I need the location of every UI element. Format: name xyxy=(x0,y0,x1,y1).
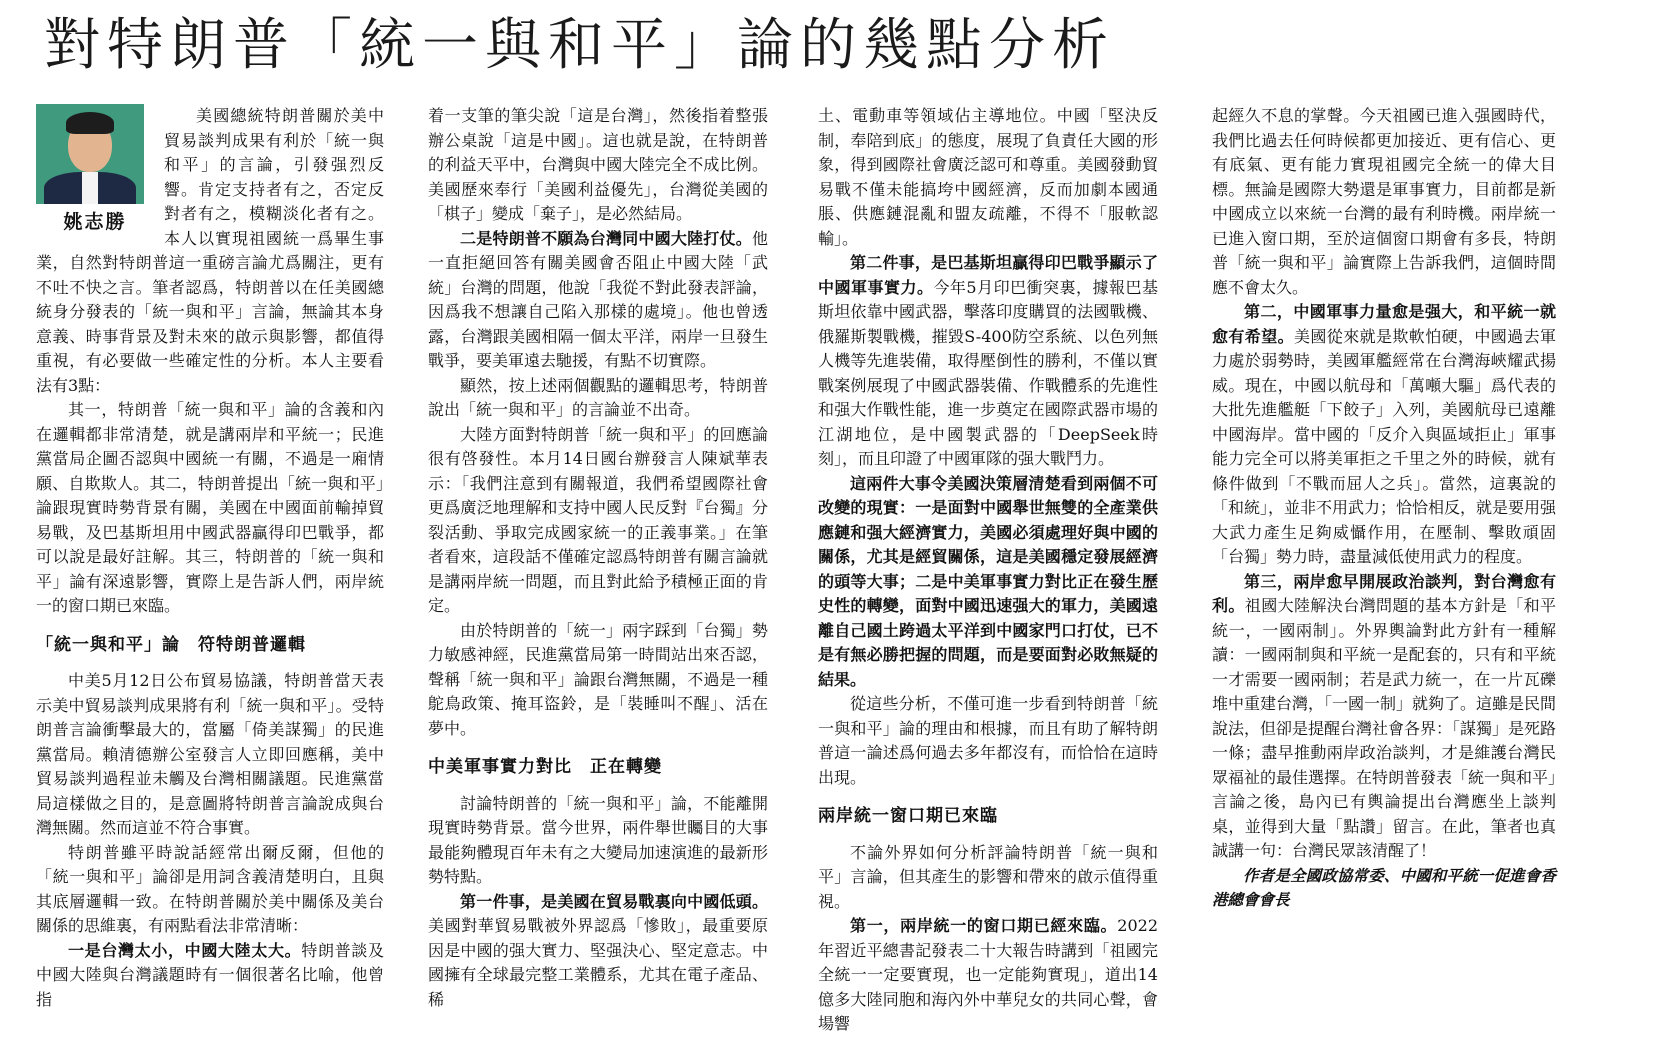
paragraph xyxy=(428,227,768,374)
paragraph xyxy=(818,251,1158,472)
bold-lead: 一是台灣太小，中國大陸太大。 xyxy=(68,940,302,960)
paragraph xyxy=(1212,570,1556,864)
paragraph xyxy=(428,890,768,1013)
paragraph: 由於特朗普的「統一」兩字踩到「台獨」勢力敏感神經，民進黨當局第一時間站出來否認，聲稱「統一與和平」論跟台灣無關，不過是一種鴕鳥政策、掩耳盜鈴，是「裝睡叫不醒」、活在夢中。 xyxy=(428,620,768,738)
article-column-1 xyxy=(36,104,384,1012)
bold-lead: 第一，兩岸統一的窗口期已經來臨。 xyxy=(850,916,1118,935)
paragraph: 討論特朗普的「統一與和平」論，不能離開現實時勢背景。當今世界，兩件舉世矚目的大事最能夠體現百年未有之大變局加速演進的最新形勢特點。 xyxy=(428,793,768,886)
paragraph-text: 美國從來就是欺軟怕硬，中國過去軍力處於弱勢時，美國軍艦經常在台灣海峽耀武揚威。現在，中國以航母和「萬噸大驅」爲代表的大批先進艦艇「下餃子」入列，美國航母已遠離中國海岸。當中國的「反介入與區域拒止」軍事能力完全可以將美軍拒之千里之外的時候，就有條件做到「不戰而屈人之兵」。當然，這裏說的「和統」，並非不用武力；恰恰相反，就是要用强大武力產生足夠威懾作用，在壓制、擊敗頑固「台獨」勢力時，盡量減低使用武力的程度。 xyxy=(1212,326,1557,566)
paragraph-text: 他一直拒絕回答有關美國會否阻止中國大陸「武統」台灣的問題，他說「我從不對此發表評論，因爲我不想讓自己陷入那樣的處境」。他也曾透露，台灣跟美國相隔一個太平洋，兩岸一旦發生戰爭，要美軍遠去馳援，有點不切實際。 xyxy=(428,228,768,370)
paragraph xyxy=(36,939,384,1013)
paragraph: 土、電動車等領域佔主導地位。中國「堅決反制，奉陪到底」的態度，展現了負責任大國的形象，得到國際社會廣泛認可和尊重。美國發動貿易戰不僅未能搞垮中國經濟，反而加劇本國通脹、供應鏈混亂和盟友疏離，不得不「服軟認輸」。 xyxy=(818,106,1158,248)
paragraph: 特朗普雖平時說話經常出爾反爾，但他的「統一與和平」論卻是用詞含義清楚明白，且與其底層邏輯一致。在特朗普關於美中關係及美台關係的思維裏，有兩點看法非常清晰： xyxy=(36,842,384,935)
author-byline: 作者是全國政協常委、中國和平統一促進會香港總會會長 xyxy=(1212,866,1556,909)
bold-lead: 第三，兩岸愈早開展政治談判，對台灣愈有利。 xyxy=(1212,571,1556,615)
author-name: 姚志勝 xyxy=(63,211,127,233)
paragraph: 其一，特朗普「統一與和平」論的含義和內在邏輯都非常清楚，就是講兩岸和平統一；民進黨當局企圖否認與中國統一有關，不過是一廂情願、自欺欺人。其二，特朗普提出「統一與和平」論跟現實時勢背景有關，美國在中國面前輸掉貿易戰，及巴基斯坦用中國武器贏得印巴戰爭，都可以說是最好註解。其三，特朗普的「統一與和平」論有深遠影響，實際上是告訴人們，兩岸統一的窗口期已來臨。 xyxy=(36,400,384,615)
section-heading: 兩岸統一窗口期已來臨 xyxy=(818,806,998,826)
bold-lead: 第二，中國軍事力量愈是强大，和平統一就愈有希望。 xyxy=(1212,302,1556,346)
paragraph: 着一支筆的筆尖說「這是台灣」，然後指着整張辦公桌說「這是中國」。這也就是說，在特朗普的利益天平中，台灣與中國大陸完全不成比例。美國歷來奉行「美國利益優先」，台灣從美國的「棋子」變成「棄子」，是必然結局。 xyxy=(428,106,768,223)
article-column-2 xyxy=(428,104,768,1012)
paragraph xyxy=(818,472,1158,693)
paragraph-text: 今年5月印巴衝突裏，據報巴基斯坦依靠中國武器，擊落印度購買的法國戰機、俄羅斯製戰機，摧毀S-400防空系統、以色列無人機等先進裝備，取得壓倒性的勝利，不僅以實戰案例展現了中國武器裝備、作戰體系的先進性和强大作戰性能，進一步奠定在國際武器市場的江湖地位，是中國製武器的「DeepSeek時刻」，而且印證了中國軍隊的强大戰鬥力。 xyxy=(818,277,1158,468)
section-heading: 「統一與和平」論 符特朗普邏輯 xyxy=(36,634,306,655)
paragraph: 顯然，按上述兩個觀點的邏輯思考，特朗普說出「統一與和平」的言論並不出奇。 xyxy=(428,375,768,419)
paragraph-text: 祖國大陸解決台灣問題的基本方針是「和平統一，一國兩制」。外界輿論對此方針有一種解讀：一國兩制與和平統一是配套的，只有和平統一才需要一國兩制；若是武力統一，在一片瓦礫堆中重建台灣，「一國一制」就夠了。這雖是民間說法，但卻是提醒台灣社會各界：「謀獨」是死路一條；盡早推動兩岸政治談判，才是維護台灣民眾福祉的最佳選擇。在特朗普發表「統一與和平」言論之後，島內已有輿論提出台灣應坐上談判桌，並得到大量「點讚」留言。在此，筆者也真誠講一句：台灣民眾該清醒了！ xyxy=(1212,596,1557,860)
article-column-4 xyxy=(1212,104,1556,913)
article-column-3 xyxy=(818,104,1158,1037)
photo-shirt-shape xyxy=(82,172,98,204)
paragraph-text: 特朗普談及中國大陸與台灣議題時有一個很著名比喻，他曾指 xyxy=(36,940,384,1009)
bold-lead: 二是特朗普不願為台灣同中國大陸打仗。 xyxy=(460,228,752,248)
bold-lead: 第一件事，是美國在貿易戰裏向中國低頭。 xyxy=(460,891,768,911)
paragraph-text: 美國對華貿易戰被外界認爲「慘敗」，最重要原因是中國的强大實力、堅强決心、堅定意志。中國擁有全球最完整工業體系，尤其在電子產品、稀 xyxy=(428,916,768,1009)
author-box xyxy=(36,104,154,240)
paragraph: 起經久不息的掌聲。今天祖國已進入强國時代，我們比過去任何時候都更加接近、更有信心、更有底氣、更有能力實現祖國完全統一的偉大目標。無論是國際大勢還是軍事實力，目前都是新中國成立以來統一台灣的最有利時機。兩岸統一已進入窗口期，至於這個窗口期會有多長，特朗普「統一與和平」論實際上告訴我們，這個時間應不會太久。 xyxy=(1212,106,1556,297)
photo-hair-shape xyxy=(66,112,114,134)
author-photo xyxy=(36,104,144,204)
paragraph: 中美5月12日公布貿易協議，特朗普當天表示美中貿易談判成果將有利「統一與和平」。受特朗普言論衝擊最大的，當屬「倚美謀獨」的民進黨當局。賴清德辦公室發言人立即回應稱，美中貿易談判過程並未觸及台灣相關議題。民進黨當局這樣做之目的，是意圖將特朗普言論說成與台灣無關。然而這並不符合事實。 xyxy=(36,671,384,837)
headline: 對特朗普「統一與和平」論的幾點分析 xyxy=(44,13,1115,78)
paragraph xyxy=(1212,300,1556,570)
paragraph: 不論外界如何分析評論特朗普「統一與和平」言論，但其產生的影響和帶來的啟示值得重視。 xyxy=(818,842,1158,911)
paragraph-text: 2022年習近平總書記發表二十大報告時講到「祖國完全統一一定要實現，也一定能夠實現」，道出14億多大陸同胞和海內外中華兒女的共同心聲，會場響 xyxy=(818,916,1158,1033)
paragraph: 大陸方面對特朗普「統一與和平」的回應論很有啓發性。本月14日國台辦發言人陳斌華表示：「我們注意到有關報道，我們希望國際社會更爲廣泛地理解和支持中國人民反對『台獨』分裂活動、爭取完成國家統一的正義事業。」在筆者看來，這段話不僅確定認爲特朗普有關言論就是講兩岸統一問題，而且對此給予積極正面的肯定。 xyxy=(428,424,768,615)
bold-paragraph: 這兩件大事令美國決策層清楚看到兩個不可改變的現實：一是面對中國舉世無雙的全產業供應鏈和强大經濟實力，美國必須處理好與中國的關係，尤其是經貿關係，這是美國穩定發展經濟的頭等大事；二是中美軍事實力對比正在發生歷史性的轉變，面對中國迅速强大的軍力，美國遠離自己國土跨過太平洋到中國家門口打仗，已不是有無必勝把握的問題，而是要面對必敗無疑的結果。 xyxy=(818,473,1158,689)
paragraph xyxy=(818,914,1158,1037)
section-heading: 中美軍事實力對比 正在轉變 xyxy=(428,757,662,777)
paragraph: 美國總統特朗普關於美中貿易談判成果有利於「統一與和平」的言論，引發强烈反響。肯定支持者有之，否定反對者有之，模糊淡化者有之。本人以實現祖國統一爲畢生事業，自然對特朗普這一重磅言論尤爲關注，更有不吐不快之言。筆者認爲，特朗普以在任美國總統身分發表的「統一與和平」言論，無論其本身意義、時事背景及對未來的啟示與影響，都值得重視，有必要做一些確定性的分析。本人主要看法有3點： xyxy=(36,106,384,395)
bold-lead: 第二件事，是巴基斯坦贏得印巴戰爭顯示了中國軍事實力。 xyxy=(818,253,1158,297)
paragraph: 從這些分析，不僅可進一步看到特朗普「統一與和平」論的理由和根據，而且有助了解特朗普這一論述爲何過去多年都沒有，而恰恰在這時出現。 xyxy=(818,694,1158,787)
